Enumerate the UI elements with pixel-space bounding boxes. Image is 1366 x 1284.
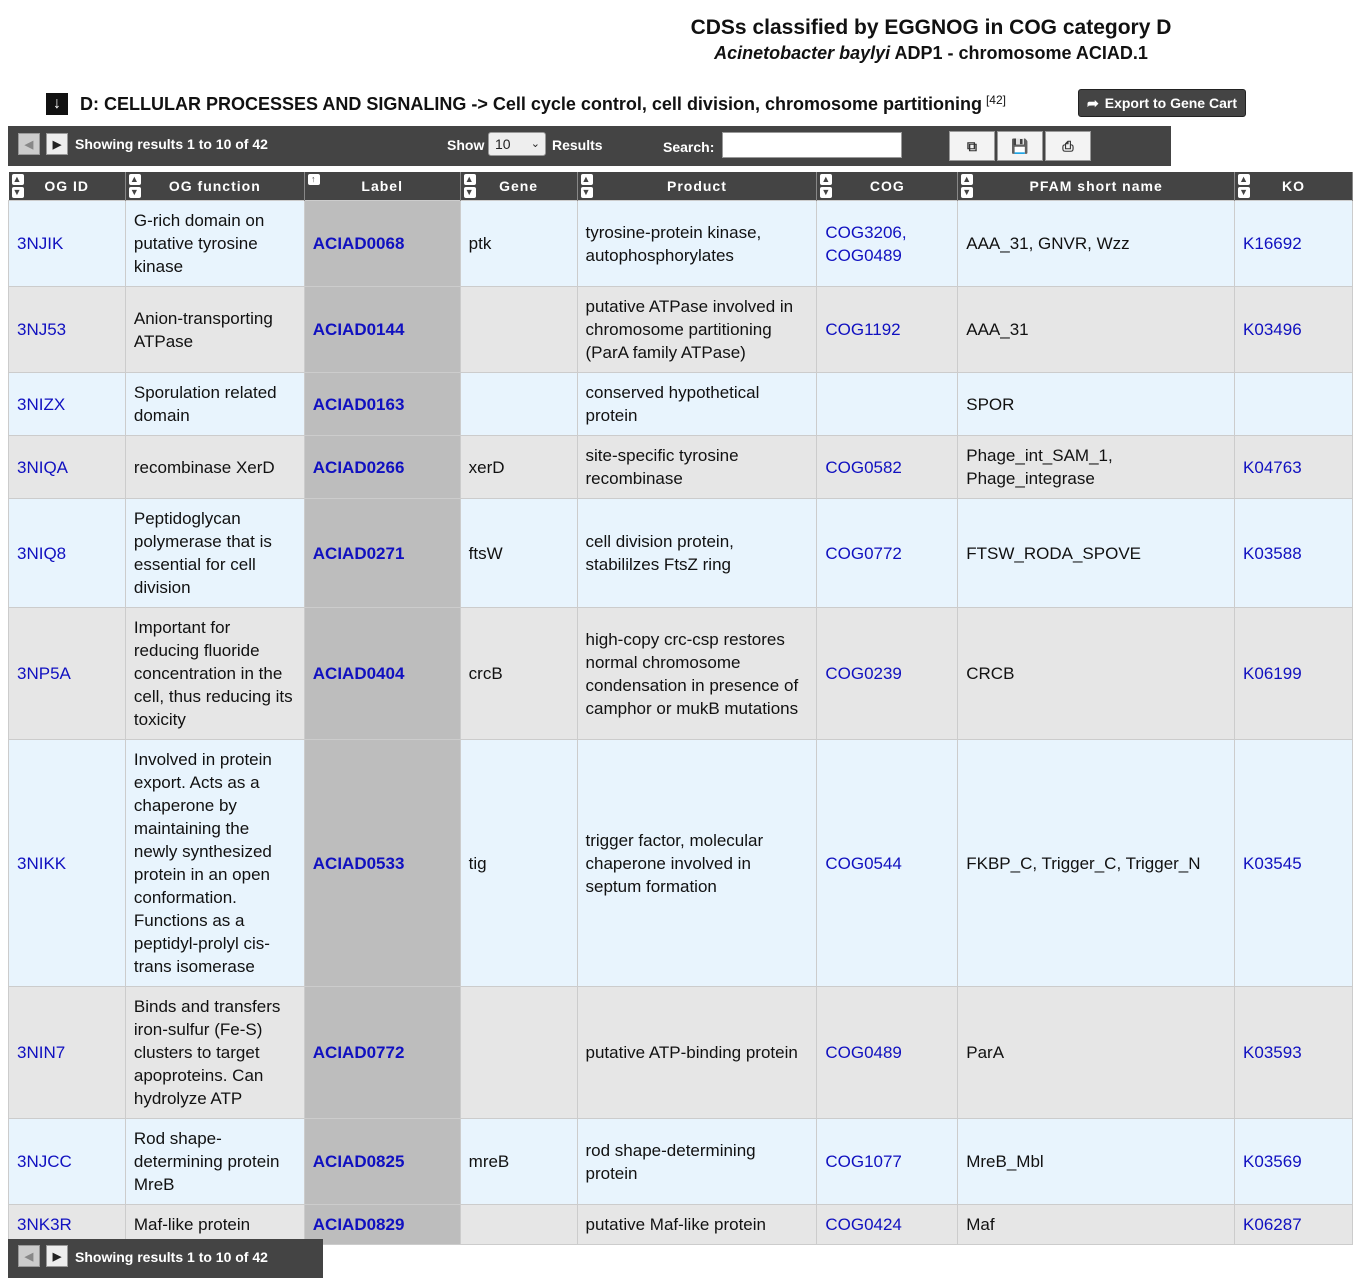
bottom-pagination-bar bbox=[8, 1239, 323, 1278]
column-product[interactable]: ▲ ▼ Product bbox=[577, 172, 817, 201]
gene bbox=[460, 1205, 577, 1245]
pfam: CRCB bbox=[958, 608, 1235, 740]
label-cell bbox=[304, 201, 460, 287]
og-function: Peptidoglycan polymerase that is essential for cell division bbox=[125, 499, 304, 608]
column-og-id[interactable]: ▲ ▼ OG ID bbox=[9, 172, 126, 201]
print-icon: ⎙ bbox=[1062, 137, 1074, 154]
organism-name: Acinetobacter baylyi bbox=[714, 43, 891, 63]
gene: crcB bbox=[460, 608, 577, 740]
ko-link[interactable]: K03593 bbox=[1235, 987, 1353, 1119]
table-row bbox=[9, 287, 1353, 373]
label-link[interactable]: ACIAD0266 bbox=[312, 457, 405, 477]
cog-cell bbox=[817, 287, 958, 373]
chromosome-name: ADP1 - chromosome ACIAD.1 bbox=[890, 43, 1148, 63]
print-button[interactable] bbox=[1045, 131, 1091, 161]
sort-arrows-icon: ▲ ▼ bbox=[12, 174, 23, 197]
cog-cell bbox=[817, 373, 958, 436]
gene bbox=[460, 287, 577, 373]
og-function: recombinase XerD bbox=[125, 436, 304, 499]
results-label: Results bbox=[552, 137, 603, 153]
cog-link[interactable]: COG3206, bbox=[825, 222, 907, 242]
column-pfam[interactable]: ▲ ▼ PFAM short name bbox=[958, 172, 1235, 201]
label-link[interactable]: ACIAD0825 bbox=[312, 1152, 405, 1171]
table-row bbox=[9, 608, 1353, 740]
column-label[interactable]: ↑ Label bbox=[304, 172, 460, 201]
label-cell bbox=[304, 608, 460, 740]
previous-page-button[interactable]: ◀ bbox=[18, 1245, 40, 1267]
table-header-row bbox=[9, 172, 1353, 201]
gene bbox=[460, 987, 577, 1119]
og-id-link[interactable]: 3NIZX bbox=[9, 373, 126, 436]
cog-link[interactable]: COG0772 bbox=[825, 543, 902, 563]
column-gene[interactable]: ▲ ▼ Gene bbox=[460, 172, 577, 201]
gene: ftsW bbox=[460, 499, 577, 608]
ko-link[interactable]: K06199 bbox=[1235, 608, 1353, 740]
og-function: Anion-transporting ATPase bbox=[125, 287, 304, 373]
pfam: Phage_int_SAM_1, Phage_integrase bbox=[958, 436, 1235, 499]
pfam: AAA_31 bbox=[958, 287, 1235, 373]
og-function: Rod shape-determining protein MreB bbox=[125, 1119, 304, 1205]
table-toolbar bbox=[8, 126, 1171, 166]
export-label: Export to Gene Cart bbox=[1104, 95, 1237, 111]
product: high-copy crc-csp restores normal chromosome condensation in presence of camphor or mukB mutations bbox=[577, 608, 817, 740]
next-page-button[interactable]: ▶ bbox=[46, 1245, 68, 1267]
og-function: Important for reducing fluoride concentration in the cell, thus reducing its toxicity bbox=[125, 608, 304, 740]
label-cell bbox=[304, 436, 460, 499]
table-row bbox=[9, 373, 1353, 436]
gene: xerD bbox=[460, 436, 577, 499]
cog-link[interactable]: COG0582 bbox=[825, 457, 902, 477]
table-row bbox=[9, 201, 1353, 287]
table-row bbox=[9, 740, 1353, 987]
og-function: Involved in protein export. Acts as a chaperone by maintaining the newly synthesized protein in an open conformation. Functions as a peptidyl-prolyl cis-trans isomerase bbox=[125, 740, 304, 987]
copy-button[interactable] bbox=[949, 131, 995, 161]
page-subtitle bbox=[0, 42, 1366, 64]
showing-info: Showing results 1 to 10 of 42 bbox=[75, 136, 268, 152]
showing-info: Showing results 1 to 10 of 42 bbox=[75, 1249, 268, 1265]
sort-arrows-icon: ▲ ▼ bbox=[962, 174, 973, 197]
page-title-block bbox=[0, 14, 1366, 64]
label-link[interactable]: ACIAD0829 bbox=[312, 1215, 405, 1234]
gene: mreB bbox=[460, 1119, 577, 1205]
label-cell bbox=[304, 373, 460, 436]
save-button[interactable] bbox=[997, 131, 1043, 161]
table-row bbox=[9, 1119, 1353, 1205]
section-title: D: CELLULAR PROCESSES AND SIGNALING -> Cell cycle control, cell division, chromosome partitioning bbox=[80, 93, 982, 114]
og-id-link[interactable]: 3NIQ8 bbox=[9, 499, 126, 608]
cog-link[interactable]: COG0424 bbox=[825, 1215, 902, 1234]
chevron-down-icon: ⌄ bbox=[530, 138, 540, 150]
gene: ptk bbox=[460, 201, 577, 287]
results-table bbox=[8, 172, 1353, 1245]
pfam: Maf bbox=[958, 1205, 1235, 1245]
og-id-link[interactable]: 3NIKK bbox=[9, 740, 126, 987]
search-label: Search: bbox=[663, 139, 715, 155]
cog-link[interactable]: COG0489 bbox=[825, 1043, 902, 1062]
sort-ascending-icon: ↑ bbox=[308, 174, 320, 198]
label-link[interactable]: ACIAD0533 bbox=[312, 853, 405, 873]
result-count: [42] bbox=[985, 93, 1006, 107]
cog-cell bbox=[817, 1119, 958, 1205]
page-size-value: 10 bbox=[495, 136, 511, 152]
pfam: SPOR bbox=[958, 373, 1235, 436]
og-id-link[interactable]: 3NP5A bbox=[9, 608, 126, 740]
sort-arrows-icon: ▲ ▼ bbox=[129, 174, 140, 197]
column-ko[interactable]: ▲ ▼ KO bbox=[1235, 172, 1353, 201]
collapse-arrow-icon[interactable]: ↓ bbox=[46, 93, 68, 115]
product: site-specific tyrosine recombinase bbox=[577, 436, 817, 499]
og-id-link[interactable]: 3NJIK bbox=[9, 201, 126, 287]
product: cell division protein, stabililzes FtsZ ring bbox=[577, 499, 817, 608]
share-arrow-icon: ➦ bbox=[1087, 94, 1099, 111]
label-link[interactable]: ACIAD0271 bbox=[312, 543, 405, 563]
page-size-select[interactable] bbox=[488, 132, 546, 156]
next-page-button[interactable]: ▶ bbox=[46, 133, 68, 155]
column-og-function[interactable]: ▲ ▼ OG function bbox=[125, 172, 304, 201]
cog-cell bbox=[817, 987, 958, 1119]
label-link[interactable]: ACIAD0144 bbox=[312, 320, 405, 339]
sort-arrows-icon: ▲ ▼ bbox=[1239, 174, 1249, 197]
product: conserved hypothetical protein bbox=[577, 373, 817, 436]
product: putative ATPase involved in chromosome partitioning (ParA family ATPase) bbox=[577, 287, 817, 373]
og-id-link[interactable]: 3NK3R bbox=[9, 1205, 126, 1245]
cog-cell bbox=[817, 499, 958, 608]
label-link[interactable]: ACIAD0404 bbox=[312, 664, 405, 683]
ko-link[interactable]: K03545 bbox=[1235, 740, 1353, 987]
cog-cell bbox=[817, 740, 958, 987]
label-cell bbox=[304, 1205, 460, 1245]
label-link[interactable]: ACIAD0163 bbox=[312, 394, 405, 414]
table-row bbox=[9, 436, 1353, 499]
section-header bbox=[46, 90, 1006, 118]
og-function: Sporulation related domain bbox=[125, 373, 304, 436]
copy-icon: ⧉ bbox=[967, 137, 977, 154]
pfam: AAA_31, GNVR, Wzz bbox=[958, 201, 1235, 287]
og-id-link[interactable]: 3NIN7 bbox=[9, 987, 126, 1119]
pfam: ParA bbox=[958, 987, 1235, 1119]
cog-link[interactable]: COG1192 bbox=[825, 320, 901, 339]
page-title: CDSs classified by EGGNOG in COG category D bbox=[690, 16, 1172, 39]
cog-link[interactable]: COG0239 bbox=[825, 664, 902, 683]
cog-link[interactable]: COG1077 bbox=[825, 1152, 902, 1171]
product: rod shape-determining protein bbox=[577, 1119, 817, 1205]
column-cog[interactable]: ▲ ▼ COG bbox=[817, 172, 958, 201]
pfam: FTSW_RODA_SPOVE bbox=[958, 499, 1235, 608]
cog-cell bbox=[817, 1205, 958, 1245]
og-id-link[interactable]: 3NJCC bbox=[9, 1119, 126, 1205]
product: putative Maf-like protein bbox=[577, 1205, 817, 1245]
sort-arrows-icon: ▲ ▼ bbox=[821, 174, 832, 197]
ko-link[interactable]: K16692 bbox=[1235, 201, 1353, 287]
og-function: Binds and transfers iron-sulfur (Fe-S) clusters to target apoproteins. Can hydrolyze ATP bbox=[125, 987, 304, 1119]
label-cell bbox=[304, 987, 460, 1119]
product: putative ATP-binding protein bbox=[577, 987, 817, 1119]
previous-page-button[interactable]: ◀ bbox=[18, 133, 40, 155]
label-cell bbox=[304, 740, 460, 987]
ko-link[interactable]: K06287 bbox=[1235, 1205, 1353, 1245]
label-link[interactable]: ACIAD0068 bbox=[312, 234, 405, 253]
pfam: MreB_Mbl bbox=[958, 1119, 1235, 1205]
gene: tig bbox=[460, 740, 577, 987]
og-function: G-rich domain on putative tyrosine kinase bbox=[125, 201, 304, 287]
label-cell bbox=[304, 1119, 460, 1205]
og-function: Maf-like protein bbox=[125, 1205, 304, 1245]
save-icon: 💾 bbox=[1011, 137, 1029, 154]
cog-cell bbox=[817, 201, 958, 287]
export-to-gene-cart-button[interactable] bbox=[1078, 89, 1246, 117]
label-cell bbox=[304, 287, 460, 373]
pfam: FKBP_C, Trigger_C, Trigger_N bbox=[958, 740, 1235, 987]
ko-link[interactable]: K03569 bbox=[1235, 1119, 1353, 1205]
ko-link[interactable]: K04763 bbox=[1235, 436, 1353, 499]
og-id-link[interactable]: 3NJ53 bbox=[9, 287, 126, 373]
product: tyrosine-protein kinase, autophosphorylates bbox=[577, 201, 817, 287]
table-row bbox=[9, 987, 1353, 1119]
sort-arrows-icon: ▲ ▼ bbox=[581, 174, 592, 197]
cog-cell bbox=[817, 436, 958, 499]
og-id-link[interactable]: 3NIQA bbox=[9, 436, 126, 499]
cog-link[interactable]: COG0544 bbox=[825, 853, 902, 873]
table-row bbox=[9, 499, 1353, 608]
product: trigger factor, molecular chaperone involved in septum formation bbox=[577, 740, 817, 987]
show-label: Show bbox=[447, 137, 485, 153]
cog-link[interactable]: COG0489 bbox=[825, 245, 902, 265]
sort-arrows-icon: ▲ ▼ bbox=[464, 174, 475, 197]
cog-cell bbox=[817, 608, 958, 740]
label-link[interactable]: ACIAD0772 bbox=[312, 1043, 405, 1062]
ko-link[interactable]: K03496 bbox=[1235, 287, 1353, 373]
gene bbox=[460, 373, 577, 436]
search-input[interactable] bbox=[722, 132, 902, 158]
ko-link[interactable]: K03588 bbox=[1235, 499, 1353, 608]
label-cell bbox=[304, 499, 460, 608]
ko-link[interactable] bbox=[1235, 373, 1353, 436]
